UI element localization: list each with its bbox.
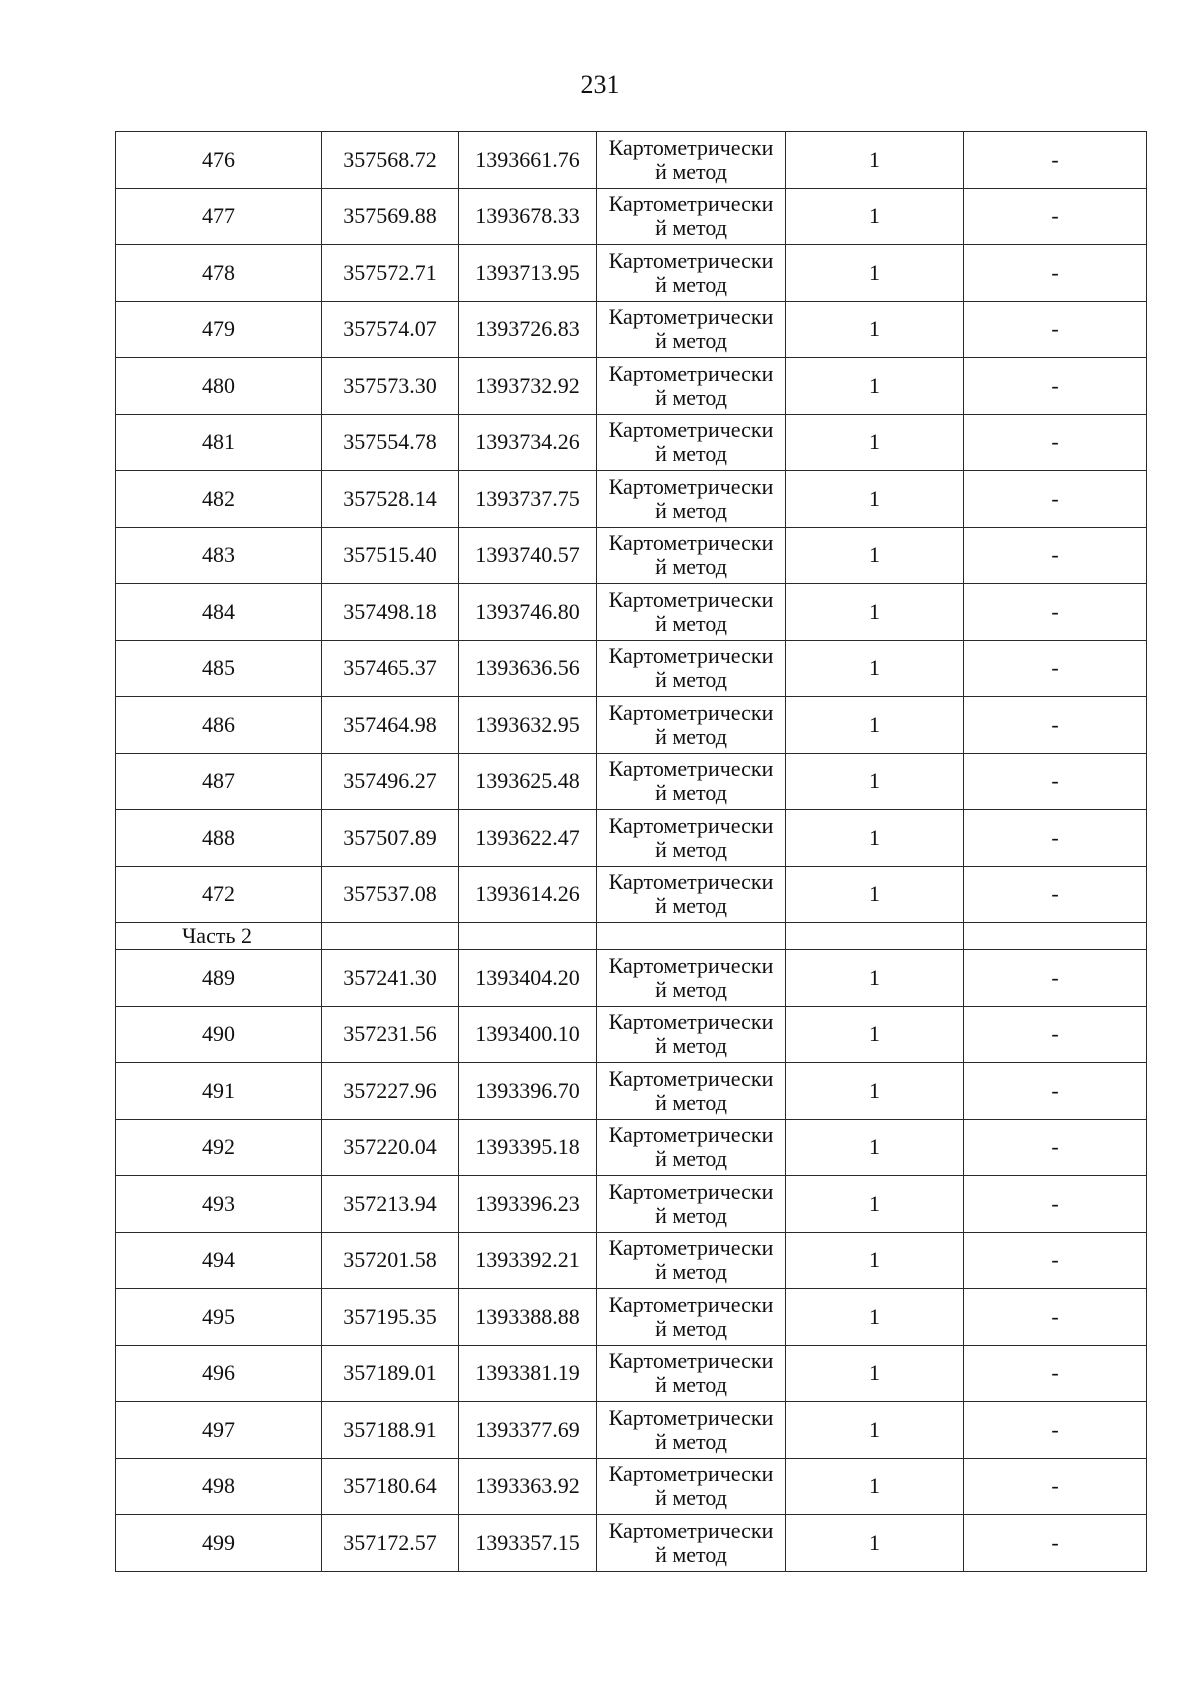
- y-coordinate-cell: 1393622.47: [459, 810, 597, 867]
- accuracy-cell: 1: [786, 1515, 964, 1572]
- method-line-2: й метод: [655, 780, 727, 806]
- accuracy-cell: 1: [786, 640, 964, 697]
- method-cell: [597, 358, 786, 415]
- method-line-2: й метод: [655, 610, 727, 636]
- method-cell: [597, 1289, 786, 1346]
- note-cell: -: [964, 866, 1147, 923]
- point-cell: 493: [116, 1176, 322, 1233]
- method-cell: [597, 527, 786, 584]
- coordinates-table: [115, 131, 1147, 1572]
- x-coordinate-cell: 357180.64: [322, 1458, 459, 1515]
- y-coordinate-cell: 1393392.21: [459, 1232, 597, 1289]
- point-cell: 482: [116, 471, 322, 528]
- point-cell: 476: [116, 132, 322, 189]
- accuracy-cell: 1: [786, 245, 964, 302]
- method-line-1: Картометрически: [608, 417, 774, 443]
- point-cell: 480: [116, 358, 322, 415]
- method-cell: [597, 640, 786, 697]
- x-coordinate-cell: 357573.30: [322, 358, 459, 415]
- method-line-1: Картометрически: [608, 699, 774, 725]
- method-line-2: й метод: [655, 723, 727, 749]
- point-cell: 484: [116, 584, 322, 641]
- method-cell: [597, 1176, 786, 1233]
- method-line-2: й метод: [655, 1372, 727, 1398]
- method-line-1: Картометрически: [608, 1517, 774, 1543]
- section-empty-cell: [786, 923, 964, 950]
- method-line-2: й метод: [655, 1315, 727, 1341]
- method-line-2: й метод: [655, 1033, 727, 1059]
- method-line-1: Картометрически: [608, 1348, 774, 1374]
- x-coordinate-cell: 357195.35: [322, 1289, 459, 1346]
- x-coordinate-cell: 357498.18: [322, 584, 459, 641]
- y-coordinate-cell: 1393726.83: [459, 301, 597, 358]
- note-cell: -: [964, 697, 1147, 754]
- section-empty-cell: [597, 923, 786, 950]
- note-cell: -: [964, 1402, 1147, 1459]
- accuracy-cell: 1: [786, 950, 964, 1007]
- y-coordinate-cell: 1393732.92: [459, 358, 597, 415]
- method-line-1: Картометрически: [608, 586, 774, 612]
- y-coordinate-cell: 1393636.56: [459, 640, 597, 697]
- method-line-2: й метод: [655, 976, 727, 1002]
- y-coordinate-cell: 1393614.26: [459, 866, 597, 923]
- y-coordinate-cell: 1393377.69: [459, 1402, 597, 1459]
- accuracy-cell: 1: [786, 810, 964, 867]
- method-cell: [597, 697, 786, 754]
- method-line-2: й метод: [655, 271, 727, 297]
- table-row: [116, 1006, 1147, 1063]
- note-cell: -: [964, 1515, 1147, 1572]
- method-cell: [597, 950, 786, 1007]
- point-cell: 487: [116, 753, 322, 810]
- accuracy-cell: 1: [786, 1289, 964, 1346]
- method-line-2: й метод: [655, 441, 727, 467]
- y-coordinate-cell: 1393400.10: [459, 1006, 597, 1063]
- accuracy-cell: 1: [786, 1006, 964, 1063]
- accuracy-cell: 1: [786, 584, 964, 641]
- point-cell: 481: [116, 414, 322, 471]
- method-line-1: Картометрически: [608, 1178, 774, 1204]
- method-line-1: Картометрически: [608, 1461, 774, 1487]
- table-row: [116, 188, 1147, 245]
- method-cell: [597, 1345, 786, 1402]
- table-row: [116, 414, 1147, 471]
- y-coordinate-cell: 1393746.80: [459, 584, 597, 641]
- section-label: Часть 2: [116, 923, 322, 950]
- y-coordinate-cell: 1393632.95: [459, 697, 597, 754]
- y-coordinate-cell: 1393381.19: [459, 1345, 597, 1402]
- x-coordinate-cell: 357554.78: [322, 414, 459, 471]
- note-cell: -: [964, 640, 1147, 697]
- method-line-2: й метод: [655, 1541, 727, 1567]
- x-coordinate-cell: 357465.37: [322, 640, 459, 697]
- note-cell: -: [964, 471, 1147, 528]
- note-cell: -: [964, 1289, 1147, 1346]
- method-line-1: Картометрически: [608, 247, 774, 273]
- y-coordinate-cell: 1393737.75: [459, 471, 597, 528]
- method-line-1: Картометрически: [608, 1291, 774, 1317]
- y-coordinate-cell: 1393388.88: [459, 1289, 597, 1346]
- table-row: [116, 527, 1147, 584]
- table-row: [116, 1515, 1147, 1572]
- section-empty-cell: [964, 923, 1147, 950]
- accuracy-cell: 1: [786, 1063, 964, 1120]
- table-row: [116, 301, 1147, 358]
- method-line-1: Картометрически: [608, 473, 774, 499]
- method-cell: [597, 132, 786, 189]
- accuracy-cell: 1: [786, 1402, 964, 1459]
- method-line-1: Картометрически: [608, 134, 774, 160]
- method-line-1: Картометрически: [608, 1235, 774, 1261]
- method-line-1: Картометрически: [608, 530, 774, 556]
- point-cell: 495: [116, 1289, 322, 1346]
- table-row: [116, 1063, 1147, 1120]
- table-row: [116, 1402, 1147, 1459]
- table-row: [116, 753, 1147, 810]
- y-coordinate-cell: 1393396.70: [459, 1063, 597, 1120]
- accuracy-cell: 1: [786, 358, 964, 415]
- note-cell: -: [964, 301, 1147, 358]
- table-row: [116, 810, 1147, 867]
- method-cell: [597, 810, 786, 867]
- y-coordinate-cell: 1393395.18: [459, 1119, 597, 1176]
- x-coordinate-cell: 357231.56: [322, 1006, 459, 1063]
- x-coordinate-cell: 357574.07: [322, 301, 459, 358]
- method-cell: [597, 1515, 786, 1572]
- y-coordinate-cell: 1393740.57: [459, 527, 597, 584]
- table-row: [116, 132, 1147, 189]
- point-cell: 478: [116, 245, 322, 302]
- method-cell: [597, 1119, 786, 1176]
- method-cell: [597, 1232, 786, 1289]
- y-coordinate-cell: 1393713.95: [459, 245, 597, 302]
- method-line-2: й метод: [655, 384, 727, 410]
- point-cell: 488: [116, 810, 322, 867]
- method-line-2: й метод: [655, 836, 727, 862]
- accuracy-cell: 1: [786, 414, 964, 471]
- point-cell: 472: [116, 866, 322, 923]
- method-line-1: Картометрически: [608, 1122, 774, 1148]
- coordinates-table-body: [116, 132, 1147, 1572]
- note-cell: -: [964, 1232, 1147, 1289]
- table-row: [116, 1289, 1147, 1346]
- method-line-1: Картометрически: [608, 643, 774, 669]
- note-cell: -: [964, 527, 1147, 584]
- note-cell: -: [964, 358, 1147, 415]
- note-cell: -: [964, 1458, 1147, 1515]
- accuracy-cell: 1: [786, 1119, 964, 1176]
- method-line-2: й метод: [655, 1259, 727, 1285]
- accuracy-cell: 1: [786, 188, 964, 245]
- y-coordinate-cell: 1393661.76: [459, 132, 597, 189]
- method-cell: [597, 1402, 786, 1459]
- method-cell: [597, 1458, 786, 1515]
- point-cell: 479: [116, 301, 322, 358]
- x-coordinate-cell: 357537.08: [322, 866, 459, 923]
- method-line-1: Картометрически: [608, 1065, 774, 1091]
- table-row: [116, 245, 1147, 302]
- note-cell: -: [964, 245, 1147, 302]
- method-line-2: й метод: [655, 215, 727, 241]
- table-row: [116, 471, 1147, 528]
- accuracy-cell: 1: [786, 471, 964, 528]
- accuracy-cell: 1: [786, 301, 964, 358]
- method-line-1: Картометрически: [608, 1404, 774, 1430]
- x-coordinate-cell: 357172.57: [322, 1515, 459, 1572]
- note-cell: -: [964, 414, 1147, 471]
- accuracy-cell: 1: [786, 132, 964, 189]
- section-empty-cell: [322, 923, 459, 950]
- point-cell: 489: [116, 950, 322, 1007]
- y-coordinate-cell: 1393396.23: [459, 1176, 597, 1233]
- x-coordinate-cell: 357189.01: [322, 1345, 459, 1402]
- x-coordinate-cell: 357227.96: [322, 1063, 459, 1120]
- table-row: [116, 358, 1147, 415]
- accuracy-cell: 1: [786, 866, 964, 923]
- accuracy-cell: 1: [786, 1176, 964, 1233]
- table-row: [116, 866, 1147, 923]
- table-row: [116, 584, 1147, 641]
- point-cell: 494: [116, 1232, 322, 1289]
- method-line-2: й метод: [655, 1146, 727, 1172]
- note-cell: -: [964, 1063, 1147, 1120]
- point-cell: 485: [116, 640, 322, 697]
- point-cell: 499: [116, 1515, 322, 1572]
- table-row: [116, 640, 1147, 697]
- method-line-2: й метод: [655, 893, 727, 919]
- y-coordinate-cell: 1393363.92: [459, 1458, 597, 1515]
- method-line-1: Картометрически: [608, 812, 774, 838]
- method-cell: [597, 301, 786, 358]
- x-coordinate-cell: 357507.89: [322, 810, 459, 867]
- accuracy-cell: 1: [786, 527, 964, 584]
- table-row: [116, 1119, 1147, 1176]
- y-coordinate-cell: 1393357.15: [459, 1515, 597, 1572]
- section-header-row: [116, 923, 1147, 950]
- x-coordinate-cell: 357496.27: [322, 753, 459, 810]
- method-line-2: й метод: [655, 328, 727, 354]
- method-line-2: й метод: [655, 497, 727, 523]
- method-line-2: й метод: [655, 1485, 727, 1511]
- x-coordinate-cell: 357572.71: [322, 245, 459, 302]
- note-cell: -: [964, 950, 1147, 1007]
- point-cell: 497: [116, 1402, 322, 1459]
- accuracy-cell: 1: [786, 697, 964, 754]
- x-coordinate-cell: 357515.40: [322, 527, 459, 584]
- note-cell: -: [964, 810, 1147, 867]
- method-cell: [597, 188, 786, 245]
- accuracy-cell: 1: [786, 753, 964, 810]
- point-cell: 483: [116, 527, 322, 584]
- note-cell: -: [964, 1119, 1147, 1176]
- method-cell: [597, 753, 786, 810]
- x-coordinate-cell: 357220.04: [322, 1119, 459, 1176]
- method-line-2: й метод: [655, 158, 727, 184]
- method-line-2: й метод: [655, 554, 727, 580]
- x-coordinate-cell: 357213.94: [322, 1176, 459, 1233]
- method-line-2: й метод: [655, 667, 727, 693]
- table-row: [116, 697, 1147, 754]
- x-coordinate-cell: 357464.98: [322, 697, 459, 754]
- point-cell: 491: [116, 1063, 322, 1120]
- method-line-1: Картометрически: [608, 191, 774, 217]
- point-cell: 490: [116, 1006, 322, 1063]
- note-cell: -: [964, 132, 1147, 189]
- method-cell: [597, 414, 786, 471]
- method-cell: [597, 245, 786, 302]
- method-line-2: й метод: [655, 1428, 727, 1454]
- y-coordinate-cell: 1393734.26: [459, 414, 597, 471]
- x-coordinate-cell: 357241.30: [322, 950, 459, 1007]
- method-line-1: Картометрически: [608, 1009, 774, 1035]
- section-empty-cell: [459, 923, 597, 950]
- point-cell: 492: [116, 1119, 322, 1176]
- method-line-1: Картометрически: [608, 869, 774, 895]
- method-line-1: Картометрически: [608, 952, 774, 978]
- note-cell: -: [964, 1176, 1147, 1233]
- x-coordinate-cell: 357568.72: [322, 132, 459, 189]
- point-cell: 486: [116, 697, 322, 754]
- method-cell: [597, 866, 786, 923]
- method-line-2: й метод: [655, 1202, 727, 1228]
- x-coordinate-cell: 357528.14: [322, 471, 459, 528]
- page-number: 231: [580, 70, 620, 99]
- table-row: [116, 1232, 1147, 1289]
- method-line-1: Картометрически: [608, 304, 774, 330]
- note-cell: -: [964, 1006, 1147, 1063]
- y-coordinate-cell: 1393625.48: [459, 753, 597, 810]
- note-cell: -: [964, 584, 1147, 641]
- table-row: [116, 950, 1147, 1007]
- accuracy-cell: 1: [786, 1345, 964, 1402]
- note-cell: -: [964, 1345, 1147, 1402]
- table-row: [116, 1458, 1147, 1515]
- table-row: [116, 1176, 1147, 1233]
- method-line-2: й метод: [655, 1089, 727, 1115]
- point-cell: 496: [116, 1345, 322, 1402]
- method-line-1: Картометрически: [608, 360, 774, 386]
- point-cell: 477: [116, 188, 322, 245]
- accuracy-cell: 1: [786, 1458, 964, 1515]
- note-cell: -: [964, 188, 1147, 245]
- x-coordinate-cell: 357201.58: [322, 1232, 459, 1289]
- method-cell: [597, 584, 786, 641]
- table-row: [116, 1345, 1147, 1402]
- x-coordinate-cell: 357569.88: [322, 188, 459, 245]
- x-coordinate-cell: 357188.91: [322, 1402, 459, 1459]
- accuracy-cell: 1: [786, 1232, 964, 1289]
- y-coordinate-cell: 1393678.33: [459, 188, 597, 245]
- method-line-1: Картометрически: [608, 756, 774, 782]
- method-cell: [597, 1063, 786, 1120]
- note-cell: -: [964, 753, 1147, 810]
- point-cell: 498: [116, 1458, 322, 1515]
- method-cell: [597, 1006, 786, 1063]
- y-coordinate-cell: 1393404.20: [459, 950, 597, 1007]
- method-cell: [597, 471, 786, 528]
